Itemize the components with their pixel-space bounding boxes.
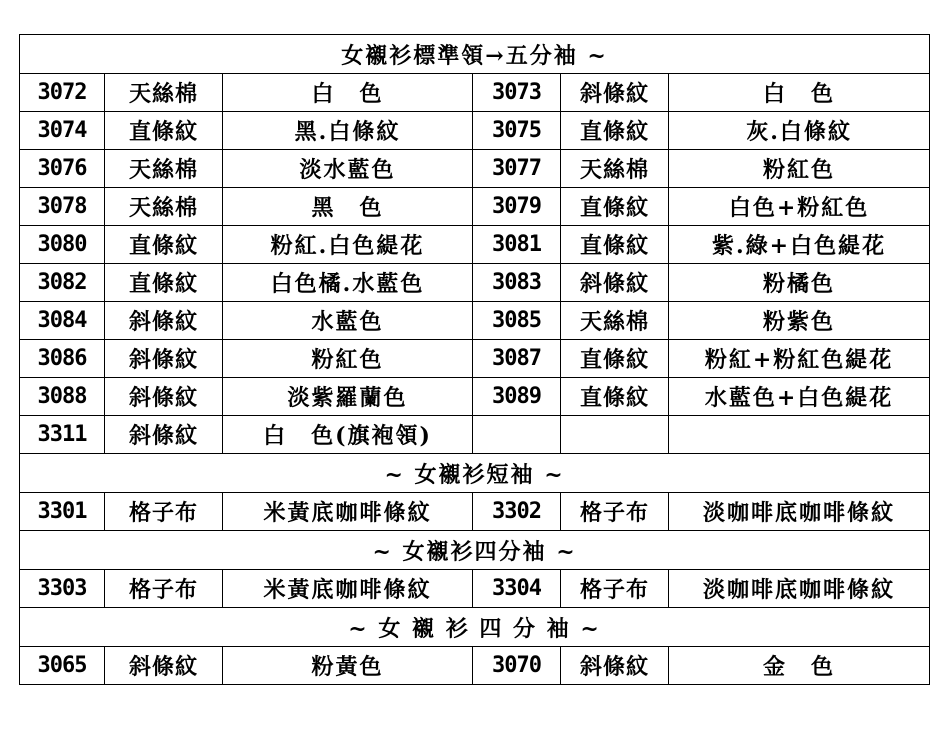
color-description: 粉黃色 [223, 647, 473, 685]
fabric-type: 直條紋 [105, 226, 223, 264]
color-description: 淡咖啡底咖啡條紋 [669, 493, 930, 531]
product-table-body [20, 35, 930, 685]
color-description [669, 416, 930, 454]
product-table [19, 34, 930, 685]
color-description: 白 色 [223, 74, 473, 112]
section-title: ~ 女 襯 衫 四 分 袖 ~ [20, 608, 930, 647]
color-description: 淡紫羅蘭色 [223, 378, 473, 416]
color-description: 米黃底咖啡條紋 [223, 493, 473, 531]
product-code: 3072 [20, 74, 105, 112]
color-description: 灰.白條紋 [669, 112, 930, 150]
product-code: 3303 [20, 570, 105, 608]
color-description: 白 色(旗袍領) [223, 416, 473, 454]
fabric-type: 天絲棉 [561, 302, 669, 340]
table-row [20, 647, 930, 685]
section-header-row [20, 608, 930, 647]
fabric-type: 格子布 [561, 570, 669, 608]
section-header-row [20, 531, 930, 570]
color-description: 金 色 [669, 647, 930, 685]
product-code: 3073 [473, 74, 561, 112]
color-description: 粉紅色 [223, 340, 473, 378]
color-description: 紫.綠+白色緹花 [669, 226, 930, 264]
product-code: 3084 [20, 302, 105, 340]
product-code: 3089 [473, 378, 561, 416]
product-code [473, 416, 561, 454]
product-code: 3080 [20, 226, 105, 264]
product-code: 3086 [20, 340, 105, 378]
section-title: 女襯衫標準領→五分袖 ~ [20, 35, 930, 74]
product-code: 3087 [473, 340, 561, 378]
fabric-type: 斜條紋 [105, 378, 223, 416]
product-code: 3082 [20, 264, 105, 302]
product-code: 3078 [20, 188, 105, 226]
fabric-type [561, 416, 669, 454]
fabric-type: 直條紋 [561, 226, 669, 264]
table-row [20, 378, 930, 416]
color-description: 淡水藍色 [223, 150, 473, 188]
color-description: 粉紅色 [669, 150, 930, 188]
color-description: 白 色 [669, 74, 930, 112]
color-description: 黑.白條紋 [223, 112, 473, 150]
fabric-type: 斜條紋 [561, 74, 669, 112]
table-row [20, 226, 930, 264]
product-code: 3311 [20, 416, 105, 454]
fabric-type: 斜條紋 [105, 302, 223, 340]
fabric-type: 直條紋 [105, 112, 223, 150]
color-description: 水藍色+白色緹花 [669, 378, 930, 416]
product-code: 3088 [20, 378, 105, 416]
product-code: 3074 [20, 112, 105, 150]
product-code: 3079 [473, 188, 561, 226]
section-header-row [20, 35, 930, 74]
fabric-type: 斜條紋 [105, 647, 223, 685]
fabric-type: 直條紋 [561, 378, 669, 416]
color-description: 白色橘.水藍色 [223, 264, 473, 302]
product-code: 3075 [473, 112, 561, 150]
color-description: 黑 色 [223, 188, 473, 226]
table-row [20, 302, 930, 340]
color-description: 米黃底咖啡條紋 [223, 570, 473, 608]
fabric-type: 直條紋 [561, 112, 669, 150]
table-row [20, 570, 930, 608]
product-code: 3302 [473, 493, 561, 531]
fabric-type: 斜條紋 [561, 647, 669, 685]
section-title: ~ 女襯衫四分袖 ~ [20, 531, 930, 570]
table-row [20, 112, 930, 150]
color-description: 白色+粉紅色 [669, 188, 930, 226]
product-code: 3083 [473, 264, 561, 302]
table-row [20, 416, 930, 454]
fabric-type: 天絲棉 [105, 74, 223, 112]
table-row [20, 264, 930, 302]
color-description: 粉紫色 [669, 302, 930, 340]
product-code: 3081 [473, 226, 561, 264]
fabric-type: 格子布 [105, 493, 223, 531]
product-code: 3077 [473, 150, 561, 188]
section-title: ~ 女襯衫短袖 ~ [20, 454, 930, 493]
table-row [20, 74, 930, 112]
section-header-row [20, 454, 930, 493]
product-code: 3070 [473, 647, 561, 685]
color-description: 水藍色 [223, 302, 473, 340]
table-row [20, 493, 930, 531]
fabric-type: 直條紋 [561, 188, 669, 226]
table-row [20, 340, 930, 378]
table-row [20, 150, 930, 188]
product-code: 3076 [20, 150, 105, 188]
product-code: 3085 [473, 302, 561, 340]
product-code: 3304 [473, 570, 561, 608]
product-code: 3065 [20, 647, 105, 685]
color-description: 粉紅+粉紅色緹花 [669, 340, 930, 378]
color-description: 粉橘色 [669, 264, 930, 302]
fabric-type: 天絲棉 [105, 188, 223, 226]
fabric-type: 格子布 [561, 493, 669, 531]
fabric-type: 天絲棉 [105, 150, 223, 188]
fabric-type: 天絲棉 [561, 150, 669, 188]
fabric-type: 直條紋 [105, 264, 223, 302]
fabric-type: 格子布 [105, 570, 223, 608]
color-description: 粉紅.白色緹花 [223, 226, 473, 264]
table-row [20, 188, 930, 226]
fabric-type: 斜條紋 [561, 264, 669, 302]
fabric-type: 斜條紋 [105, 340, 223, 378]
product-code: 3301 [20, 493, 105, 531]
fabric-type: 直條紋 [561, 340, 669, 378]
fabric-type: 斜條紋 [105, 416, 223, 454]
color-description: 淡咖啡底咖啡條紋 [669, 570, 930, 608]
